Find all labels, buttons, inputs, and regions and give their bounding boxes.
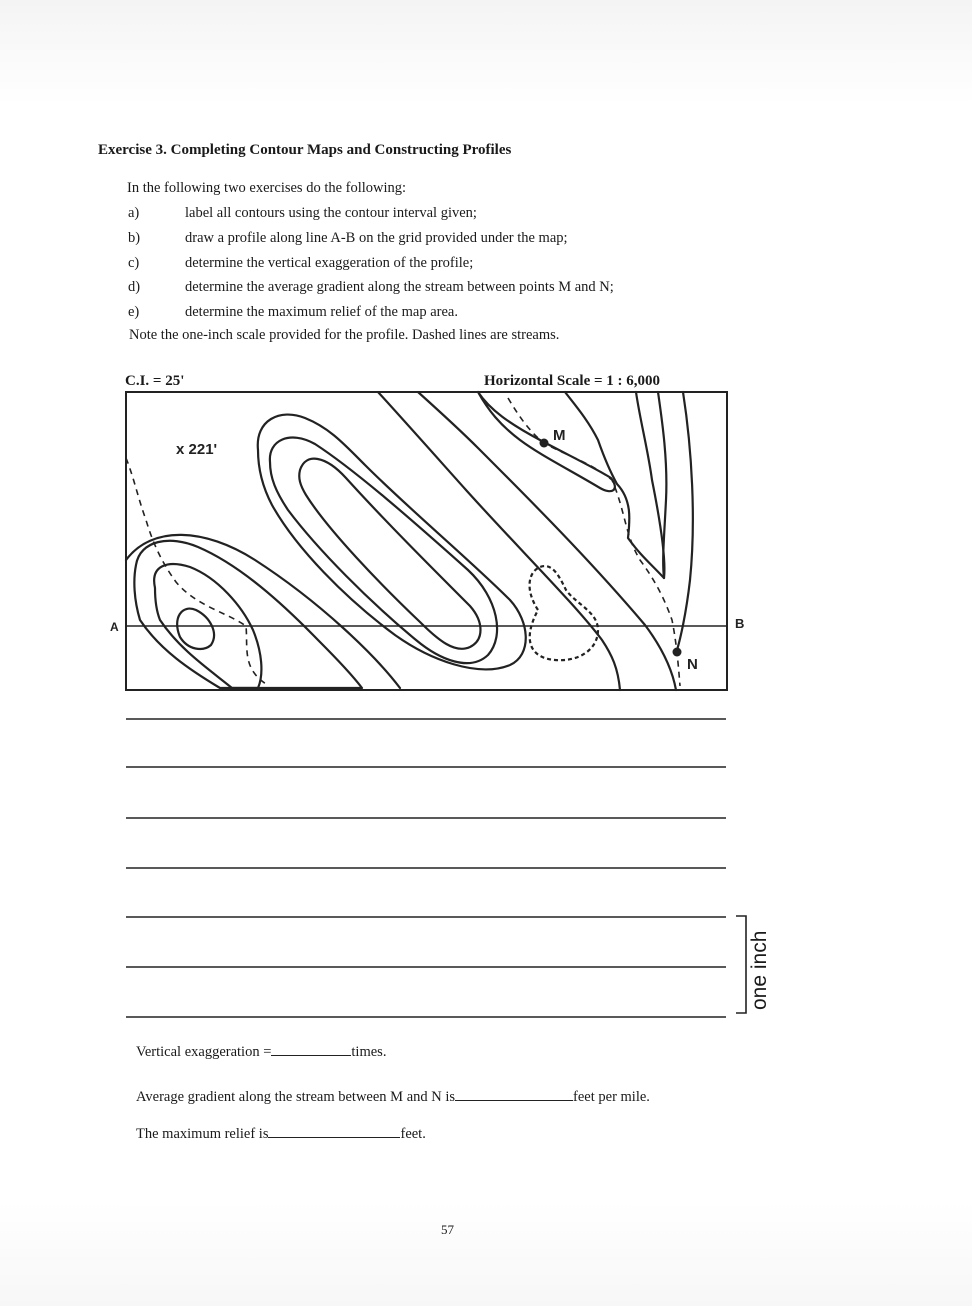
point-a-label: A	[110, 620, 119, 634]
ve-answer-blank[interactable]	[271, 1043, 351, 1056]
instructions-intro: In the following two exercises do the following:	[127, 180, 407, 196]
point-n-marker	[673, 648, 682, 657]
stream-line	[508, 398, 680, 686]
task-text: draw a profile along line A-B on the grid provided under the map;	[185, 230, 568, 246]
task-letter: a)	[128, 205, 140, 221]
contour-line	[177, 609, 214, 649]
ve-suffix: times.	[351, 1044, 387, 1060]
task-text: label all contours using the contour interval given;	[185, 205, 477, 221]
one-inch-scale-bracket	[736, 916, 746, 1013]
point-m-label: M	[553, 427, 566, 444]
point-m-marker	[540, 439, 549, 448]
instructions-note: Note the one-inch scale provided for the profile. Dashed lines are streams.	[129, 327, 560, 343]
contour-line	[378, 392, 620, 690]
contour-line	[658, 392, 666, 578]
gradient-suffix: feet per mile.	[573, 1089, 650, 1105]
one-inch-scale-label: one inch	[748, 930, 771, 1010]
relief-suffix: feet.	[400, 1126, 426, 1142]
exercise-title: Exercise 3. Completing Contour Maps and Constructing Profiles	[98, 142, 512, 158]
relief-prefix: The maximum relief is	[136, 1126, 269, 1142]
task-text: determine the average gradient along the stream between points M and N;	[185, 279, 614, 295]
contour-line	[299, 459, 480, 649]
task-letter: e)	[128, 304, 140, 320]
spot-elevation: x 221'	[176, 441, 218, 458]
ve-prefix: Vertical exaggeration =	[136, 1044, 272, 1060]
task-letter: b)	[128, 230, 141, 246]
contour-interval-label: C.I. = 25'	[125, 373, 185, 389]
stream-line	[126, 458, 266, 684]
task-letter: c)	[128, 255, 140, 271]
contour-line	[126, 535, 400, 688]
vertical-exaggeration-question	[136, 1043, 386, 1061]
contour-line	[258, 415, 526, 670]
point-n-label: N	[687, 656, 698, 673]
horizontal-scale-label: Horizontal Scale = 1 : 6,000	[484, 373, 661, 389]
contour-line	[677, 392, 693, 650]
task-text: determine the maximum relief of the map area.	[185, 304, 458, 320]
gradient-prefix: Average gradient along the stream between M and N is	[136, 1089, 456, 1105]
contour-line	[418, 392, 676, 690]
task-text: determine the vertical exaggeration of the profile;	[185, 255, 474, 271]
gradient-answer-blank[interactable]	[455, 1088, 573, 1101]
relief-answer-blank[interactable]	[268, 1125, 400, 1138]
gradient-question	[136, 1088, 650, 1106]
relief-question	[136, 1125, 426, 1143]
depression-contour	[530, 566, 598, 660]
point-b-label: B	[735, 616, 745, 631]
page-number: 57	[441, 1222, 454, 1237]
task-letter: d)	[128, 279, 141, 295]
